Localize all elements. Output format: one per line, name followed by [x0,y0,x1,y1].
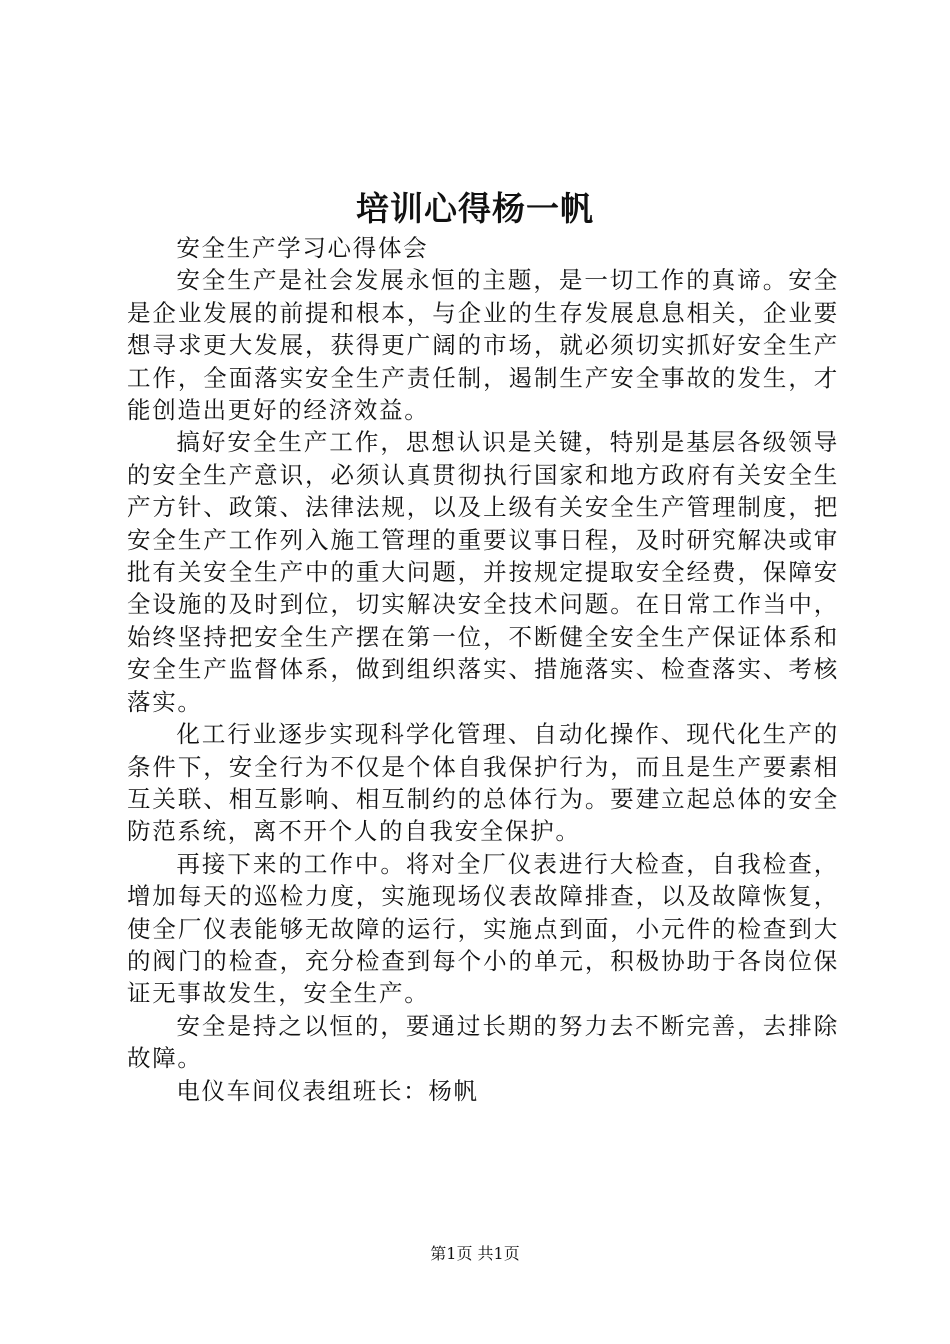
body-paragraph: 再接下来的工作中。将对全厂仪表进行大检查，自我检查，增加每天的巡检力度，实施现场仪表故障排查，以及故障恢复，使全厂仪表能够无故障的运行，实施点到面，小元件的检查到大的阀门的检查，充分检查到每个小的单元，积极协助于各岗位保证无事故发生，安全生产。 [127,849,839,1008]
body-paragraph: 安全生产是社会发展永恒的主题，是一切工作的真谛。安全是企业发展的前提和根本，与企业的生存发展息息相关，企业要想寻求更大发展，获得更广阔的市场，就必须切实抓好安全生产工作，全面落实安全生产责任制，遏制生产安全事故的发生，才能创造出更好的经济效益。 [127,266,839,425]
body-paragraph: 化工行业逐步实现科学化管理、自动化操作、现代化生产的条件下，安全行为不仅是个体自我保护行为，而且是生产要素相互关联、相互影响、相互制约的总体行为。要建立起总体的安全防范系统，离不开个人的自我安全保护。 [127,720,839,846]
body-paragraph: 搞好安全生产工作，思想认识是关键，特别是基层各级领导的安全生产意识，必须认真贯彻执行国家和地方政府有关安全生产方针、政策、法律法规，以及上级有关安全生产管理制度，把安全生产工作列入施工管理的重要议事日程，及时研究解决或审批有关安全生产中的重大问题，并按规定提取安全经费，保障安全设施的及时到位，切实解决安全技术问题。在日常工作当中，始终坚持把安全生产摆在第一位，不断健全安全生产保证体系和安全生产监督体系，做到组织落实、措施落实、检查落实、考核落实。 [127,428,839,716]
signature-line: 电仪车间仪表组班长：杨帆 [176,1076,479,1105]
subtitle-paragraph: 安全生产学习心得体会 [176,234,429,262]
document-body [127,232,839,1107]
body-paragraph: 安全是持之以恒的，要通过长期的努力去不断完善，去排除故障。 [127,1011,839,1073]
document-title: 培训心得杨一帆 [356,189,594,228]
page-number-footer: 第1页 共1页 [430,1244,520,1263]
